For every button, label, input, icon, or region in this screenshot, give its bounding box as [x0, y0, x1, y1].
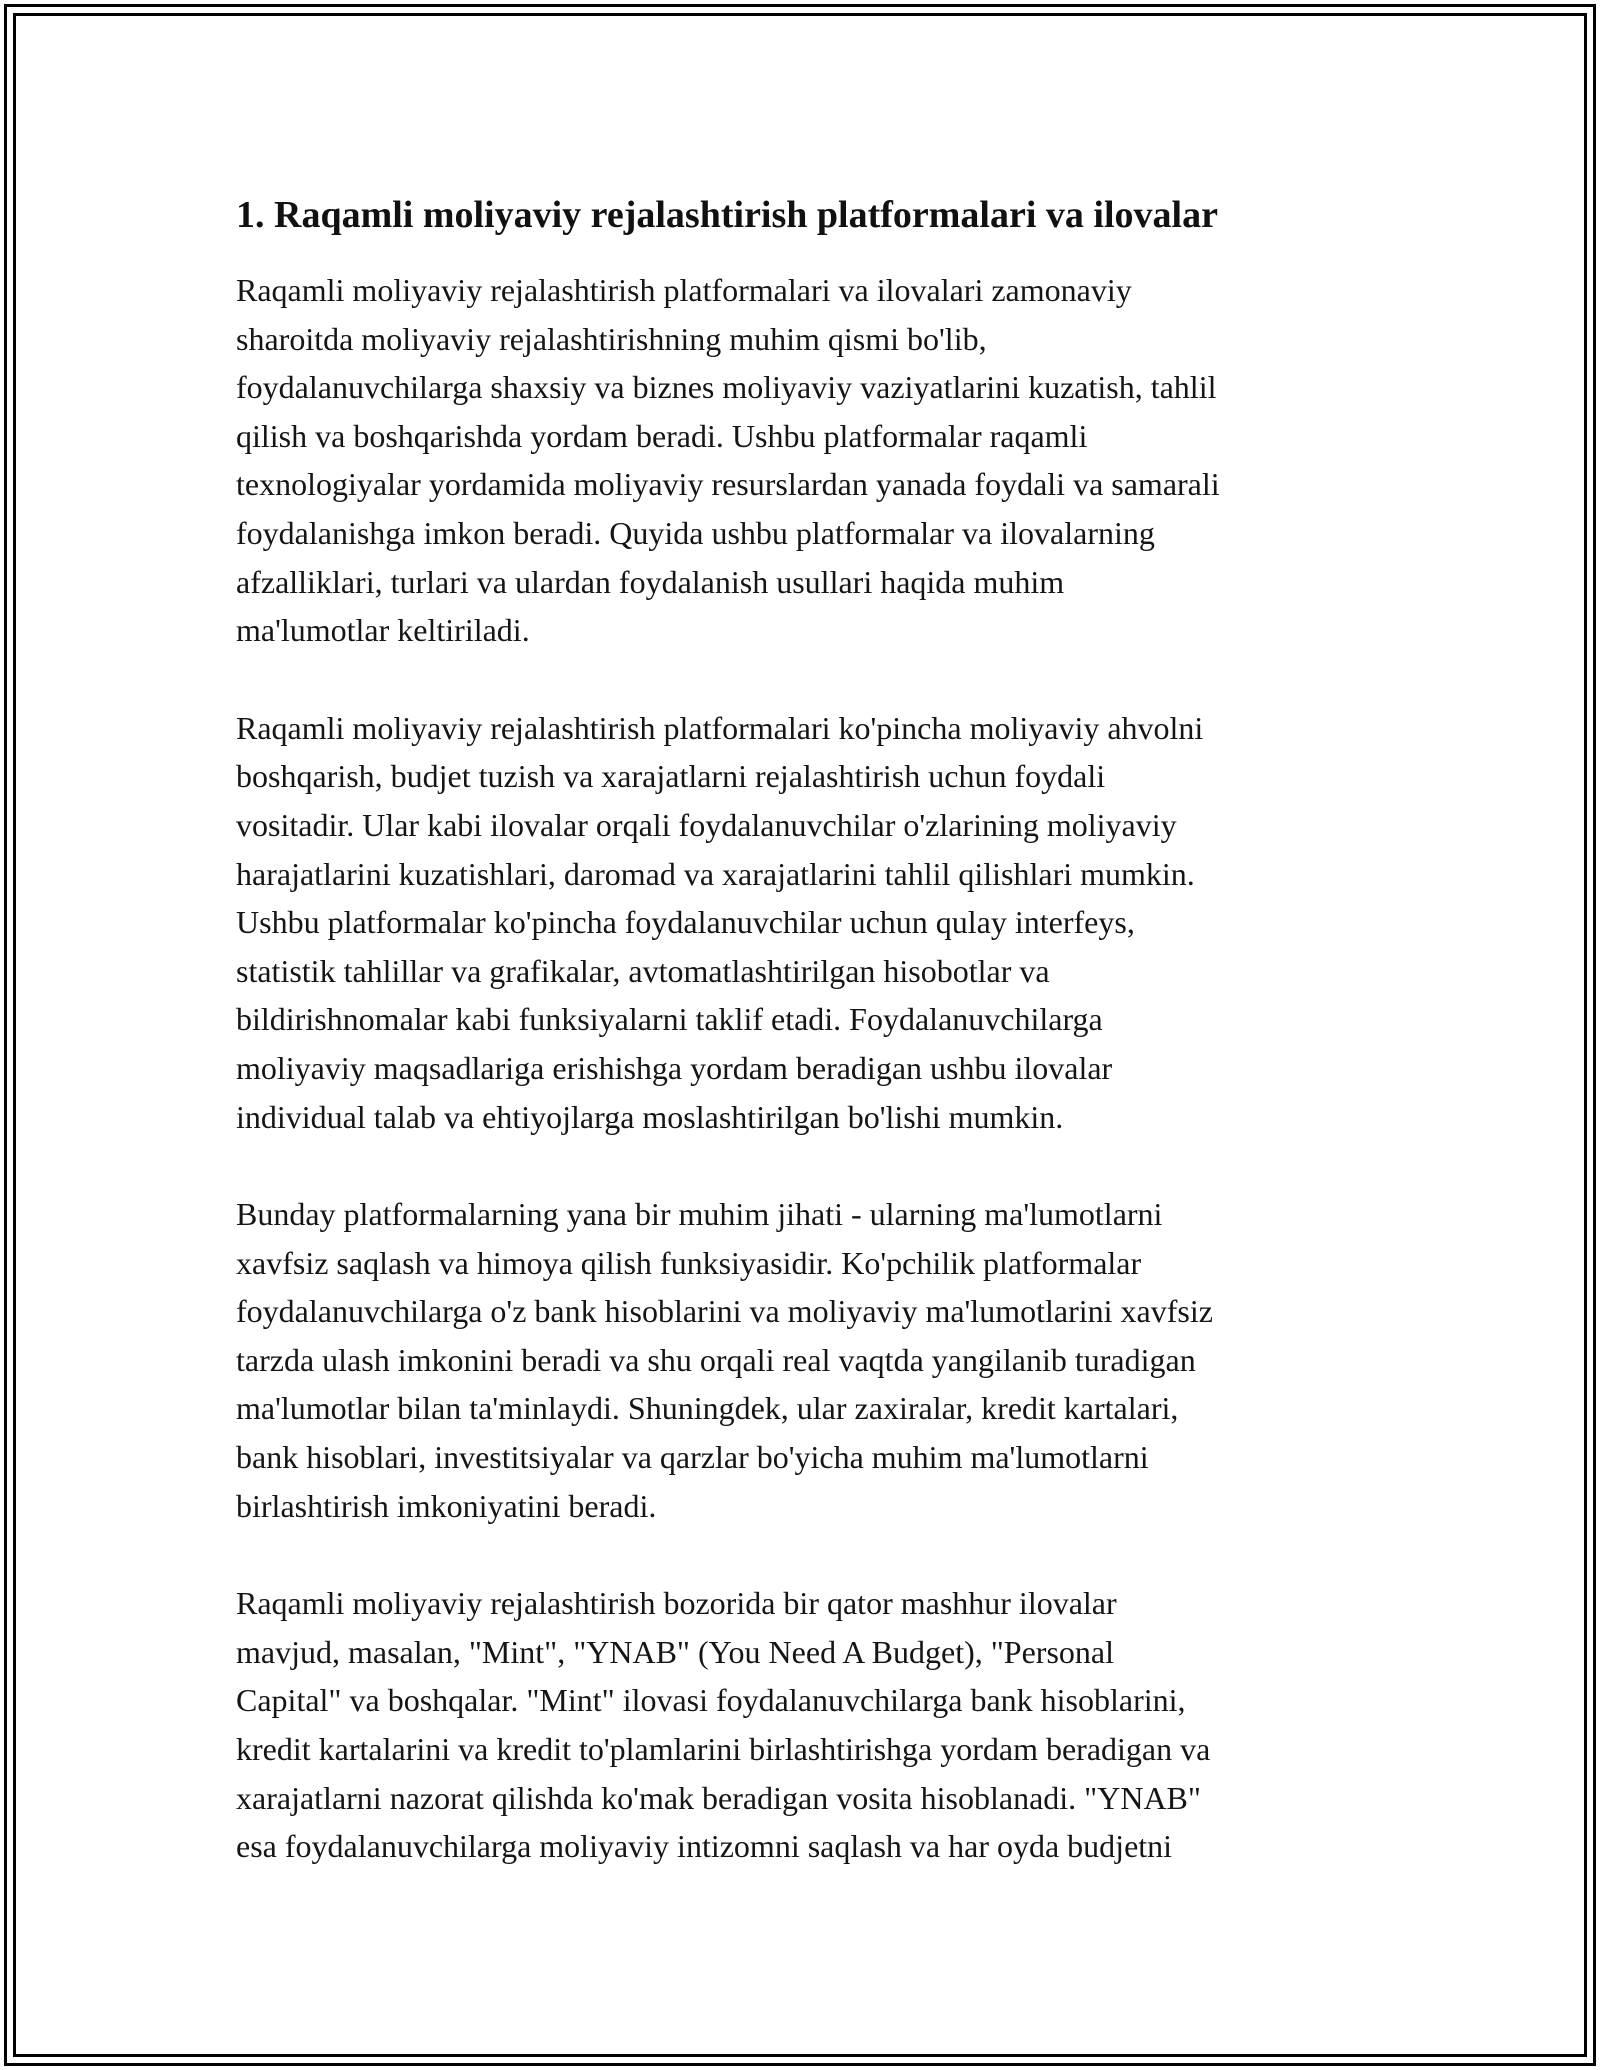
- paragraph-line: xavfsiz saqlash va himoya qilish funksiyasidir. Ko'pchilik platformalar: [236, 1244, 1142, 1281]
- section-heading: 1. Raqamli moliyaviy rejalashtirish platformalari va ilovalar: [236, 194, 1218, 236]
- paragraph-4: [236, 1579, 1371, 1871]
- paragraph-2: [236, 704, 1371, 1141]
- paragraph-line: foydalanishga imkon beradi. Quyida ushbu platformalar va ilovalarning: [236, 514, 1155, 551]
- paragraph-1: [236, 266, 1371, 655]
- paragraph-line: statistik tahlillar va grafikalar, avtomatlashtirilgan hisobotlar va: [236, 952, 1050, 989]
- paragraph-line: sharoitda moliyaviy rejalashtirishning muhim qismi bo'lib,: [236, 320, 987, 357]
- paragraph-line: ma'lumotlar keltiriladi.: [236, 612, 530, 649]
- paragraph-line: foydalanuvchilarga shaxsiy va biznes moliyaviy vaziyatlarini kuzatish, tahlil: [236, 369, 1217, 406]
- paragraph-3: [236, 1190, 1371, 1530]
- paragraph-line: Capital" va boshqalar. "Mint" ilovasi foydalanuvchilarga bank hisoblarini,: [236, 1682, 1186, 1719]
- paragraph-line: texnologiyalar yordamida moliyaviy resurslardan yanada foydali va samarali: [236, 466, 1220, 503]
- paragraph-line: xarajatlarni nazorat qilishda ko'mak beradigan vosita hisoblanadi. "YNAB": [236, 1779, 1201, 1816]
- paragraph-line: Raqamli moliyaviy rejalashtirish platformalari ko'pincha moliyaviy ahvolni: [236, 709, 1204, 746]
- paragraph-line: qilish va boshqarishda yordam beradi. Ushbu platformalar raqamli: [236, 417, 1088, 454]
- paragraph-line: bank hisoblari, investitsiyalar va qarzlar bo'yicha muhim ma'lumotlarni: [236, 1439, 1149, 1476]
- paragraph-line: kredit kartalarini va kredit to'plamlarini birlashtirishga yordam beradigan va: [236, 1731, 1211, 1768]
- paragraph-line: Bunday platformalarning yana bir muhim jihati - ularning ma'lumotlarni: [236, 1196, 1163, 1233]
- paragraph-line: Raqamli moliyaviy rejalashtirish bozorida bir qator mashhur ilovalar: [236, 1585, 1117, 1622]
- paragraph-line: Ushbu platformalar ko'pincha foydalanuvchilar uchun qulay interfeys,: [236, 904, 1135, 941]
- paragraph-line: ma'lumotlar bilan ta'minlaydi. Shuningdek, ular zaxiralar, kredit kartalari,: [236, 1390, 1179, 1427]
- paragraph-line: boshqarish, budjet tuzish va xarajatlarni rejalashtirish uchun foydali: [236, 758, 1106, 795]
- paragraph-line: individual talab va ehtiyojlarga moslashtirilgan bo'lishi mumkin.: [236, 1098, 1064, 1135]
- paragraph-line: bildirishnomalar kabi funksiyalarni taklif etadi. Foydalanuvchilarga: [236, 1001, 1103, 1038]
- paragraph-line: tarzda ulash imkonini beradi va shu orqali real vaqtda yangilanib turadigan: [236, 1341, 1196, 1378]
- paragraph-line: esa foydalanuvchilarga moliyaviy intizomni saqlash va har oyda budjetni: [236, 1828, 1173, 1865]
- paragraph-line: Raqamli moliyaviy rejalashtirish platformalari va ilovalari zamonaviy: [236, 272, 1132, 308]
- paragraph-line: vositadir. Ular kabi ilovalar orqali foydalanuvchilar o'zlarining moliyaviy: [236, 806, 1177, 843]
- document-body: [236, 188, 1371, 1920]
- paragraph-line: foydalanuvchilarga o'z bank hisoblarini va moliyaviy ma'lumotlarini xavfsiz: [236, 1293, 1213, 1330]
- paragraph-line: birlashtirish imkoniyatini beradi.: [236, 1487, 657, 1524]
- paragraph-line: afzalliklari, turlari va ulardan foydalanish usullari haqida muhim: [236, 563, 1065, 600]
- paragraph-line: moliyaviy maqsadlariga erishishga yordam beradigan ushbu ilovalar: [236, 1049, 1113, 1086]
- paragraph-line: mavjud, masalan, "Mint", "YNAB" (You Need A Budget), "Personal: [236, 1633, 1114, 1670]
- paragraph-line: harajatlarini kuzatishlari, daromad va xarajatlarini tahlil qilishlari mumkin.: [236, 855, 1195, 892]
